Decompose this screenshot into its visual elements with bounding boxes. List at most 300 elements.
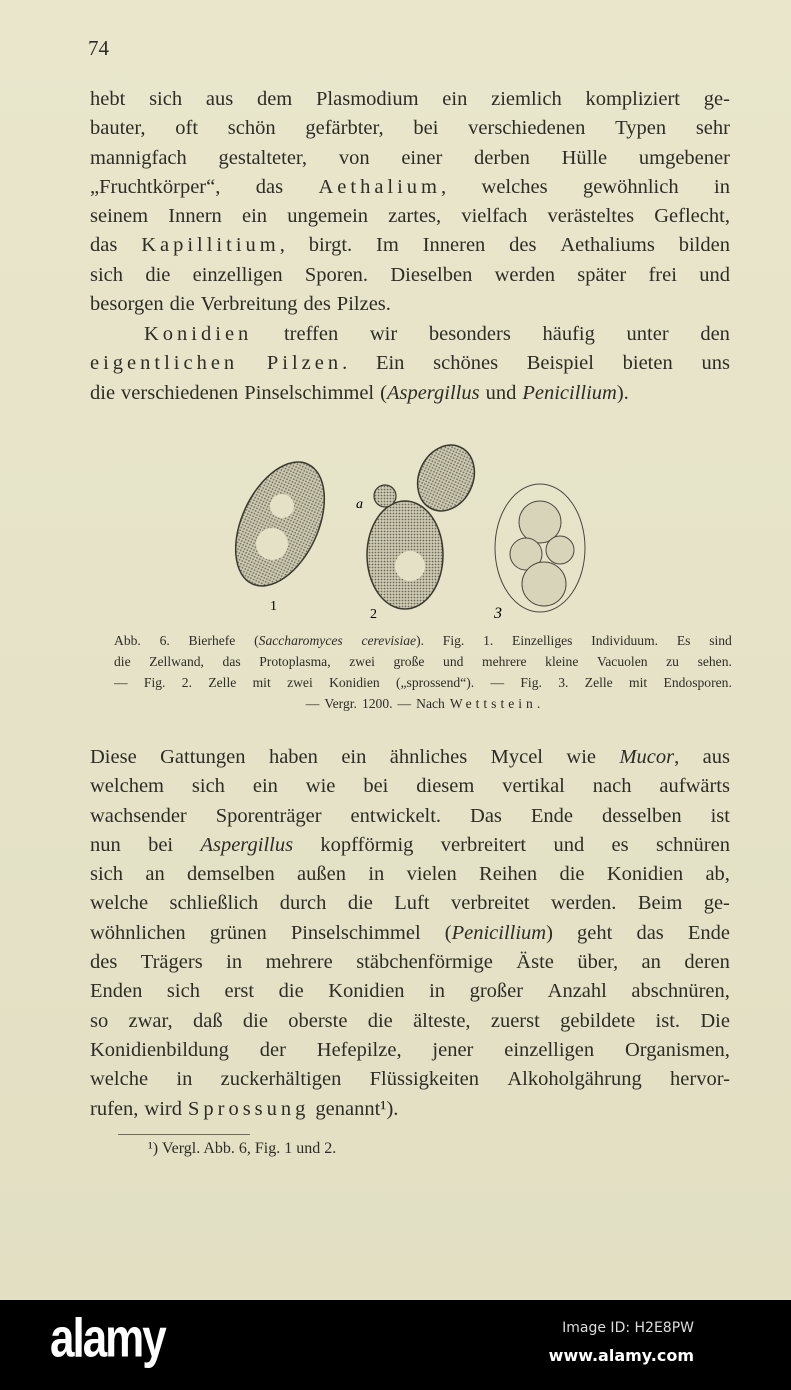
text-line xyxy=(90,349,730,378)
text-line xyxy=(90,977,730,1006)
text: hervor- xyxy=(670,1068,730,1091)
text: rufen, xyxy=(90,1097,139,1120)
word xyxy=(631,977,729,1006)
word xyxy=(700,320,730,349)
word xyxy=(522,379,628,408)
word xyxy=(305,114,383,143)
text-line xyxy=(114,672,732,693)
word xyxy=(90,977,142,1006)
text: an xyxy=(145,863,165,886)
word xyxy=(90,948,117,977)
text-line xyxy=(90,85,730,114)
text-line xyxy=(114,693,732,714)
fig1-cell xyxy=(230,448,342,600)
word xyxy=(144,320,252,349)
word xyxy=(470,977,524,1006)
word xyxy=(315,1095,398,1124)
word xyxy=(149,85,182,114)
word xyxy=(219,144,308,173)
word xyxy=(709,630,732,651)
text: Fig. xyxy=(442,633,465,648)
word xyxy=(560,231,655,260)
text: kleine xyxy=(545,654,579,669)
text: welche xyxy=(90,892,149,915)
text: zartes, xyxy=(388,205,442,228)
text: sich xyxy=(166,980,200,1003)
word xyxy=(176,1065,192,1094)
text: besorgen xyxy=(90,293,164,316)
word xyxy=(90,349,238,378)
word xyxy=(90,831,121,860)
word xyxy=(577,948,618,977)
text: Konidien xyxy=(329,675,380,690)
word xyxy=(362,693,393,714)
text: Im xyxy=(376,234,399,257)
word xyxy=(341,743,366,772)
text: gestalteter, xyxy=(218,146,308,169)
word xyxy=(699,261,730,290)
word xyxy=(441,831,526,860)
word xyxy=(291,919,421,948)
text: wir xyxy=(369,323,398,345)
word xyxy=(504,1036,594,1065)
word xyxy=(468,114,585,143)
text: Fig. xyxy=(520,675,542,690)
text: besonders xyxy=(428,323,511,345)
text: vielen xyxy=(406,863,457,886)
text: deren xyxy=(684,951,730,974)
word xyxy=(388,202,441,231)
text: älteste, xyxy=(413,1009,471,1032)
word xyxy=(169,889,258,918)
word xyxy=(527,349,594,378)
word xyxy=(560,1007,635,1036)
text: Konidien xyxy=(606,863,684,886)
word xyxy=(129,1007,173,1036)
text: Flüssigkeiten xyxy=(369,1068,479,1091)
word xyxy=(254,630,343,651)
text: Es xyxy=(676,633,691,648)
word xyxy=(144,672,166,693)
word xyxy=(168,202,222,231)
text-line xyxy=(90,1036,730,1065)
text: bauter, xyxy=(90,117,146,140)
text: der xyxy=(259,1038,286,1061)
word xyxy=(562,144,608,173)
word xyxy=(90,1095,138,1124)
word xyxy=(284,320,338,349)
spaced-text: Aethalium xyxy=(318,175,442,198)
text: die xyxy=(169,293,195,316)
text: nach xyxy=(592,775,632,798)
text: , xyxy=(279,234,285,257)
text: mit xyxy=(629,675,648,690)
text: Einzelliges xyxy=(512,633,573,648)
text: Zelle xyxy=(584,675,613,690)
word xyxy=(451,889,530,918)
text: . xyxy=(536,696,541,711)
text: birgt. xyxy=(308,234,353,257)
text: ge- xyxy=(703,88,730,110)
word xyxy=(429,320,511,349)
word xyxy=(602,802,682,831)
word xyxy=(287,202,368,231)
word xyxy=(267,349,347,378)
word xyxy=(577,919,612,948)
word xyxy=(711,802,730,831)
text: Zellwand, xyxy=(149,654,204,669)
word xyxy=(491,85,562,114)
word xyxy=(328,977,404,1006)
text: Dieselben xyxy=(390,263,473,286)
text: wie xyxy=(566,746,597,768)
text-line xyxy=(90,1095,730,1124)
word xyxy=(348,889,373,918)
word xyxy=(585,85,680,114)
text: Enden xyxy=(90,980,143,1003)
word xyxy=(226,948,242,977)
word xyxy=(443,651,463,672)
word xyxy=(474,144,530,173)
word xyxy=(623,349,673,378)
text: den xyxy=(700,323,730,345)
word xyxy=(269,743,318,772)
word xyxy=(90,1065,148,1094)
text: 3. xyxy=(558,675,569,690)
text: einer xyxy=(401,146,443,169)
italic-text: Penicillium xyxy=(451,921,547,944)
word xyxy=(253,672,271,693)
text: 2. xyxy=(181,675,192,690)
text: geht xyxy=(577,921,613,944)
footnote: ¹) Vergl. Abb. 6, Fig. 1 und 2. xyxy=(148,1140,337,1157)
word xyxy=(656,1007,681,1036)
text: Bierhefe xyxy=(188,633,236,648)
text: uns xyxy=(701,352,730,375)
word xyxy=(491,1007,540,1036)
text: bilden xyxy=(678,234,730,257)
text-line xyxy=(90,919,730,948)
text: in xyxy=(226,951,243,974)
word xyxy=(121,379,238,408)
text: Reihen xyxy=(479,863,538,886)
word xyxy=(90,889,148,918)
text: des xyxy=(90,951,118,974)
word xyxy=(394,889,429,918)
word xyxy=(566,743,596,772)
word xyxy=(141,231,285,260)
text-line xyxy=(114,630,732,651)
text: aus xyxy=(205,88,234,110)
word xyxy=(502,772,565,801)
word xyxy=(577,261,626,290)
text: 1. xyxy=(483,633,494,648)
word xyxy=(90,860,123,889)
conidium-a-label: a xyxy=(356,497,363,512)
text: umgebener xyxy=(638,146,730,169)
word xyxy=(642,948,661,977)
text: ein xyxy=(442,88,468,110)
text: ) xyxy=(546,921,553,944)
text: dem xyxy=(256,88,293,110)
text: häufig xyxy=(542,323,595,345)
text: oft xyxy=(175,117,199,140)
text-line xyxy=(90,202,730,231)
word xyxy=(413,114,438,143)
word xyxy=(256,173,283,202)
text: desselben xyxy=(601,804,682,827)
text: in xyxy=(429,980,446,1003)
word xyxy=(398,693,412,714)
text: Pilzes. xyxy=(336,293,391,316)
text: daß xyxy=(192,1009,223,1032)
word xyxy=(516,948,554,977)
word xyxy=(90,85,125,114)
text: Vergr. xyxy=(324,696,357,711)
word xyxy=(553,831,584,860)
word xyxy=(259,651,330,672)
word xyxy=(423,231,486,260)
text: Pinselschimmel xyxy=(244,381,375,404)
text: Fig. xyxy=(143,675,166,690)
text: Beispiel xyxy=(526,352,594,375)
paragraph-3 xyxy=(90,743,730,1124)
text: grünen xyxy=(209,921,267,944)
word xyxy=(629,672,647,693)
word xyxy=(664,672,732,693)
text: — xyxy=(490,675,505,690)
text: ( xyxy=(380,381,387,404)
text: ist. xyxy=(655,1009,681,1032)
text: wachsender xyxy=(90,804,187,827)
word xyxy=(329,672,380,693)
text: ( xyxy=(254,633,259,648)
word xyxy=(543,320,595,349)
text: frei xyxy=(648,263,677,286)
text-line xyxy=(90,1007,730,1036)
italic-text: cerevisiae xyxy=(361,633,417,648)
word xyxy=(670,1065,730,1094)
italic-text: Saccharomyces xyxy=(258,633,343,648)
text: die xyxy=(145,263,171,286)
text-line xyxy=(90,802,730,831)
text: werden xyxy=(494,263,555,286)
word xyxy=(591,630,658,651)
text: verästeltes xyxy=(547,205,635,228)
text: zuerst xyxy=(490,1009,540,1032)
word xyxy=(288,1007,347,1036)
word xyxy=(625,1036,730,1065)
text: die xyxy=(559,863,585,886)
word xyxy=(189,630,236,651)
word xyxy=(297,860,346,889)
text-line xyxy=(90,889,730,918)
word xyxy=(380,379,479,408)
word xyxy=(396,672,474,693)
text: Sporen. xyxy=(304,263,369,286)
text: ( xyxy=(444,921,452,944)
text: bei xyxy=(363,775,389,798)
italic-text: Mucor xyxy=(619,746,675,768)
text: das xyxy=(255,175,284,198)
word xyxy=(317,1036,402,1065)
text: Alkoholgährung xyxy=(507,1068,642,1091)
text: die xyxy=(90,381,116,404)
text: Äste xyxy=(516,951,554,974)
text: ungemein xyxy=(287,205,369,228)
word xyxy=(260,1036,286,1065)
text: und xyxy=(443,654,464,669)
word xyxy=(376,231,399,260)
text: . xyxy=(342,352,348,375)
text: Verbreitung xyxy=(200,293,298,316)
word xyxy=(306,772,336,801)
text: sehr xyxy=(695,117,730,140)
spaced-text: eigentlichen xyxy=(90,352,239,375)
alamy-logo: alamy xyxy=(50,1307,165,1369)
text: vertikal xyxy=(502,775,565,798)
text: zwei xyxy=(287,675,313,690)
word xyxy=(200,831,293,860)
word xyxy=(482,651,527,672)
word xyxy=(482,173,548,202)
word xyxy=(175,114,198,143)
word xyxy=(351,802,442,831)
text: Hülle xyxy=(561,146,608,169)
word xyxy=(316,85,419,114)
word xyxy=(361,630,424,651)
text: abschnüren, xyxy=(631,980,730,1003)
text: ge- xyxy=(703,892,730,915)
word xyxy=(90,1007,108,1036)
word xyxy=(639,144,730,173)
footnote-rule xyxy=(118,1134,250,1135)
word xyxy=(558,672,568,693)
word xyxy=(490,672,504,693)
word xyxy=(677,630,691,651)
text: mehrere xyxy=(482,654,527,669)
text: Konidienbildung xyxy=(90,1038,229,1061)
text-line xyxy=(90,290,730,319)
word xyxy=(243,1007,268,1036)
text: und xyxy=(699,263,730,286)
text: Die xyxy=(700,1009,730,1032)
text: Gattungen xyxy=(160,746,246,768)
text: aus xyxy=(702,746,730,768)
text: große xyxy=(393,654,425,669)
word xyxy=(512,630,572,651)
text: die xyxy=(347,892,373,915)
word xyxy=(486,379,517,408)
text: später xyxy=(577,263,627,286)
text: verbreitert xyxy=(440,833,527,856)
text-line xyxy=(90,261,730,290)
word xyxy=(696,114,730,143)
word xyxy=(443,630,465,651)
word xyxy=(548,202,635,231)
text: ein xyxy=(241,205,268,228)
text: Anzahl xyxy=(547,980,607,1003)
word xyxy=(627,320,669,349)
word xyxy=(90,290,164,319)
word xyxy=(704,85,730,114)
text: bieten xyxy=(622,352,673,375)
word xyxy=(148,831,173,860)
text-line xyxy=(90,948,730,977)
text-line xyxy=(90,743,730,772)
word xyxy=(337,290,391,319)
word xyxy=(688,919,730,948)
text: schließlich xyxy=(169,892,259,915)
word xyxy=(407,860,457,889)
word xyxy=(445,919,553,948)
word xyxy=(656,831,730,860)
text: sehen. xyxy=(697,654,732,669)
word xyxy=(349,651,375,672)
text: hebt xyxy=(90,88,126,110)
text: sich xyxy=(191,775,225,798)
text: wie xyxy=(305,775,336,798)
watermark-bar xyxy=(0,1300,791,1390)
word xyxy=(188,1095,309,1124)
text: Innern xyxy=(168,205,222,228)
word xyxy=(257,85,292,114)
word xyxy=(145,261,170,290)
text: Protoplasma, xyxy=(259,654,331,669)
word xyxy=(548,977,607,1006)
word xyxy=(684,948,730,977)
text: Ein xyxy=(375,352,405,375)
text-line xyxy=(90,772,730,801)
word xyxy=(483,630,493,651)
word xyxy=(90,1036,229,1065)
text: die xyxy=(367,1009,393,1032)
watermark-url: www.alamy.com xyxy=(548,1346,694,1365)
text: des xyxy=(509,234,537,257)
text: Hefepilze, xyxy=(316,1038,402,1061)
word xyxy=(368,860,384,889)
text-line xyxy=(90,1065,730,1094)
text: ist xyxy=(710,804,730,827)
word xyxy=(597,651,648,672)
text: sind xyxy=(709,633,732,648)
text: welches xyxy=(481,175,548,198)
text: ). xyxy=(616,381,629,404)
word xyxy=(433,349,498,378)
word xyxy=(390,743,467,772)
text-line xyxy=(90,231,730,260)
text: vielfach xyxy=(461,205,528,228)
text: diesem xyxy=(416,775,475,798)
text: gebildete xyxy=(560,1009,636,1032)
word xyxy=(90,173,220,202)
word xyxy=(90,379,115,408)
text: Typen xyxy=(615,117,667,140)
text: Abb. xyxy=(114,633,141,648)
word xyxy=(370,1065,479,1094)
text: bei xyxy=(413,117,439,140)
word xyxy=(416,693,445,714)
fig2-label: 2 xyxy=(370,607,377,622)
text: derben xyxy=(474,146,530,169)
word xyxy=(370,320,397,349)
word xyxy=(216,802,322,831)
text: Konidien xyxy=(328,980,405,1003)
word xyxy=(491,743,543,772)
word xyxy=(225,977,255,1006)
word xyxy=(461,202,527,231)
word xyxy=(376,349,404,378)
